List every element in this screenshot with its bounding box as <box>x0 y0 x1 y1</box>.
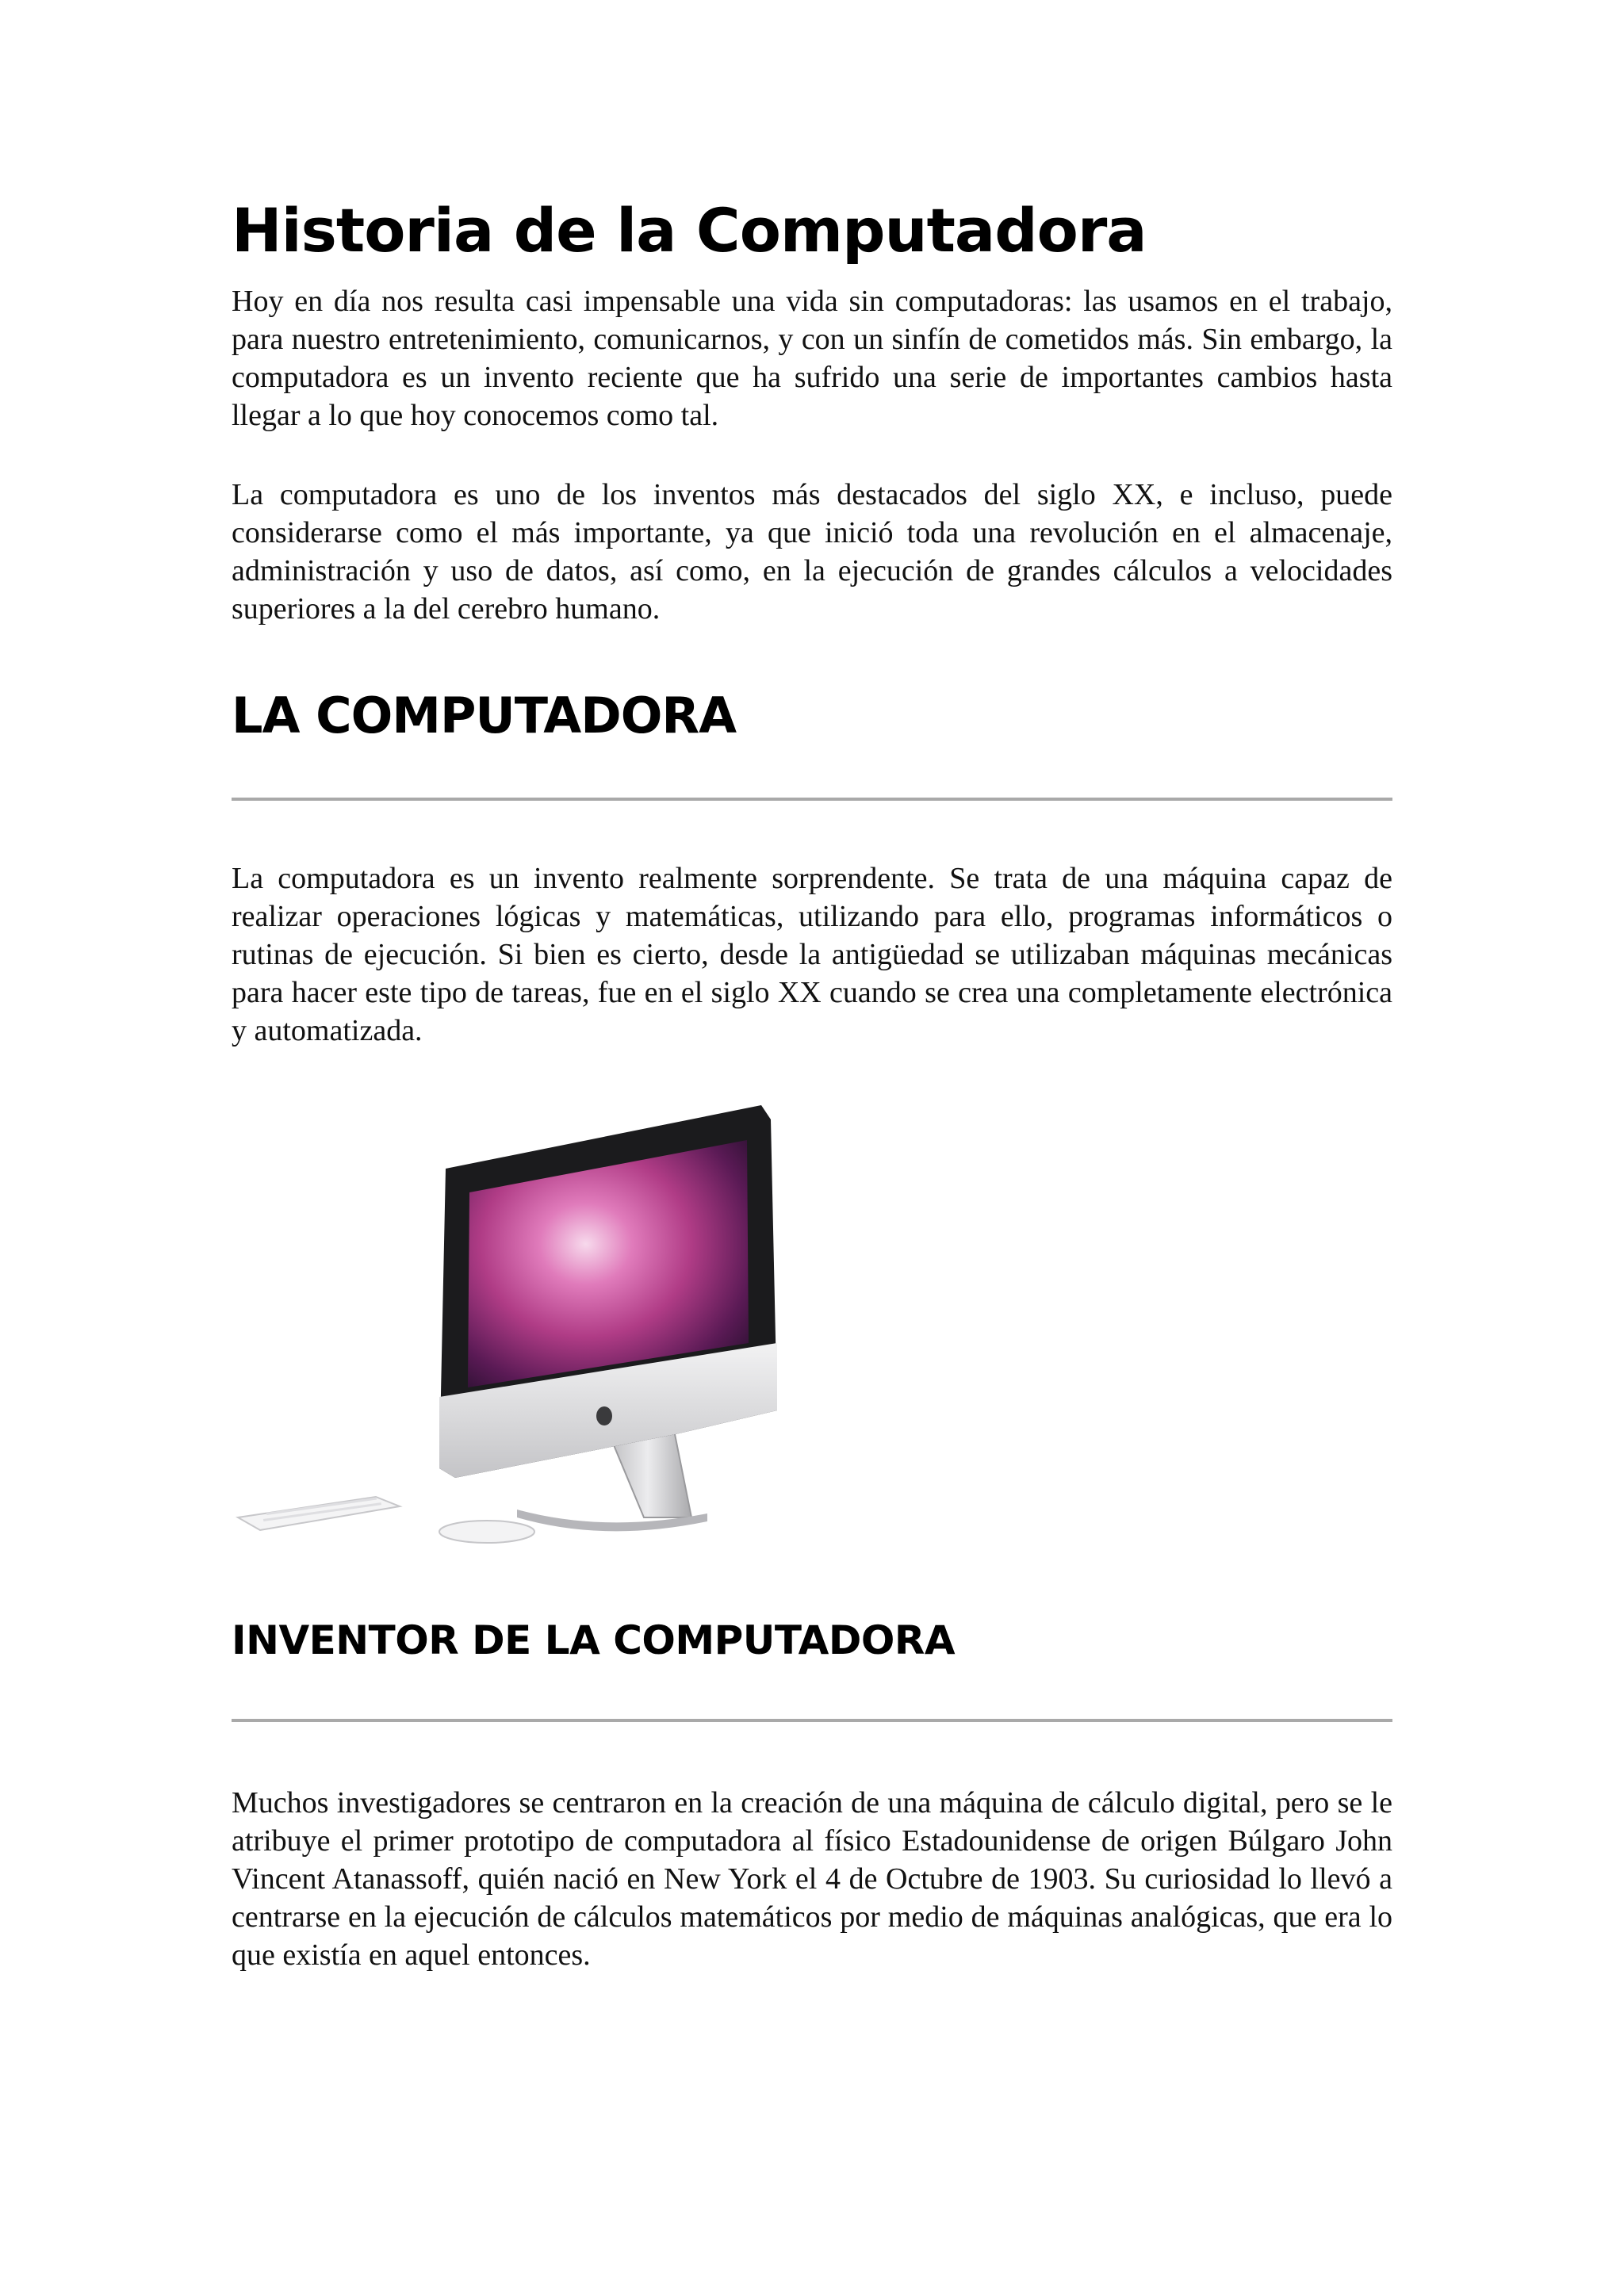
document-content <box>232 189 1392 1974</box>
section-heading-inventor: INVENTOR DE LA COMPUTADORA <box>232 1617 956 1663</box>
page-title: Historia de la Computadora <box>232 195 1147 266</box>
desktop-computer-illustration-icon <box>232 1105 866 1557</box>
computer-image <box>232 1105 1392 1557</box>
inventor-paragraph: Muchos investigadores se centraron en la creación de una máquina de cálculo digital, pero se le atribuye el primer prototipo de computadora al físico Estadounidense de origen Búlgaro John Vincent Atanassoff, quién nació en New York el 4 de Octubre de 1903. Su curiosidad lo llevó a centrarse en la ejecución de cálculos matemáticos por medio de máquinas analógicas, que era lo que existía en aquel entonces. <box>232 1786 1392 1972</box>
computadora-paragraph: La computadora es un invento realmente sorprendente. Se trata de una máquina capaz de realizar operaciones lógicas y matemáticas, utilizando para ello, programas informáticos o rutinas de ejecución. Si bien es cierto, desde la antigüedad se utilizaban máquinas mecánicas para hacer este tipo de tareas, fue en el siglo XX cuando se crea una completamente electrónica y automatizada. <box>232 862 1392 1047</box>
section-heading-computadora: LA COMPUTADORA <box>232 687 737 744</box>
intro-paragraph-2: La computadora es uno de los inventos más destacados del siglo XX, e incluso, puede considerarse como el más importante, ya que inició toda una revolución en el almacenaje, administración y uso de datos, así como, en la ejecución de grandes cálculos a velocidades superiores a la del cerebro humano. <box>232 478 1392 626</box>
intro-paragraph-1: Hoy en día nos resulta casi impensable una vida sin computadoras: las usamos en el trabajo, para nuestro entretenimiento, comunicarnos, y con un sinfín de cometidos más. Sin embargo, la computadora es un invento reciente que ha sufrido una serie de importantes cambios hasta llegar a lo que hoy conocemos como tal. <box>232 285 1392 432</box>
